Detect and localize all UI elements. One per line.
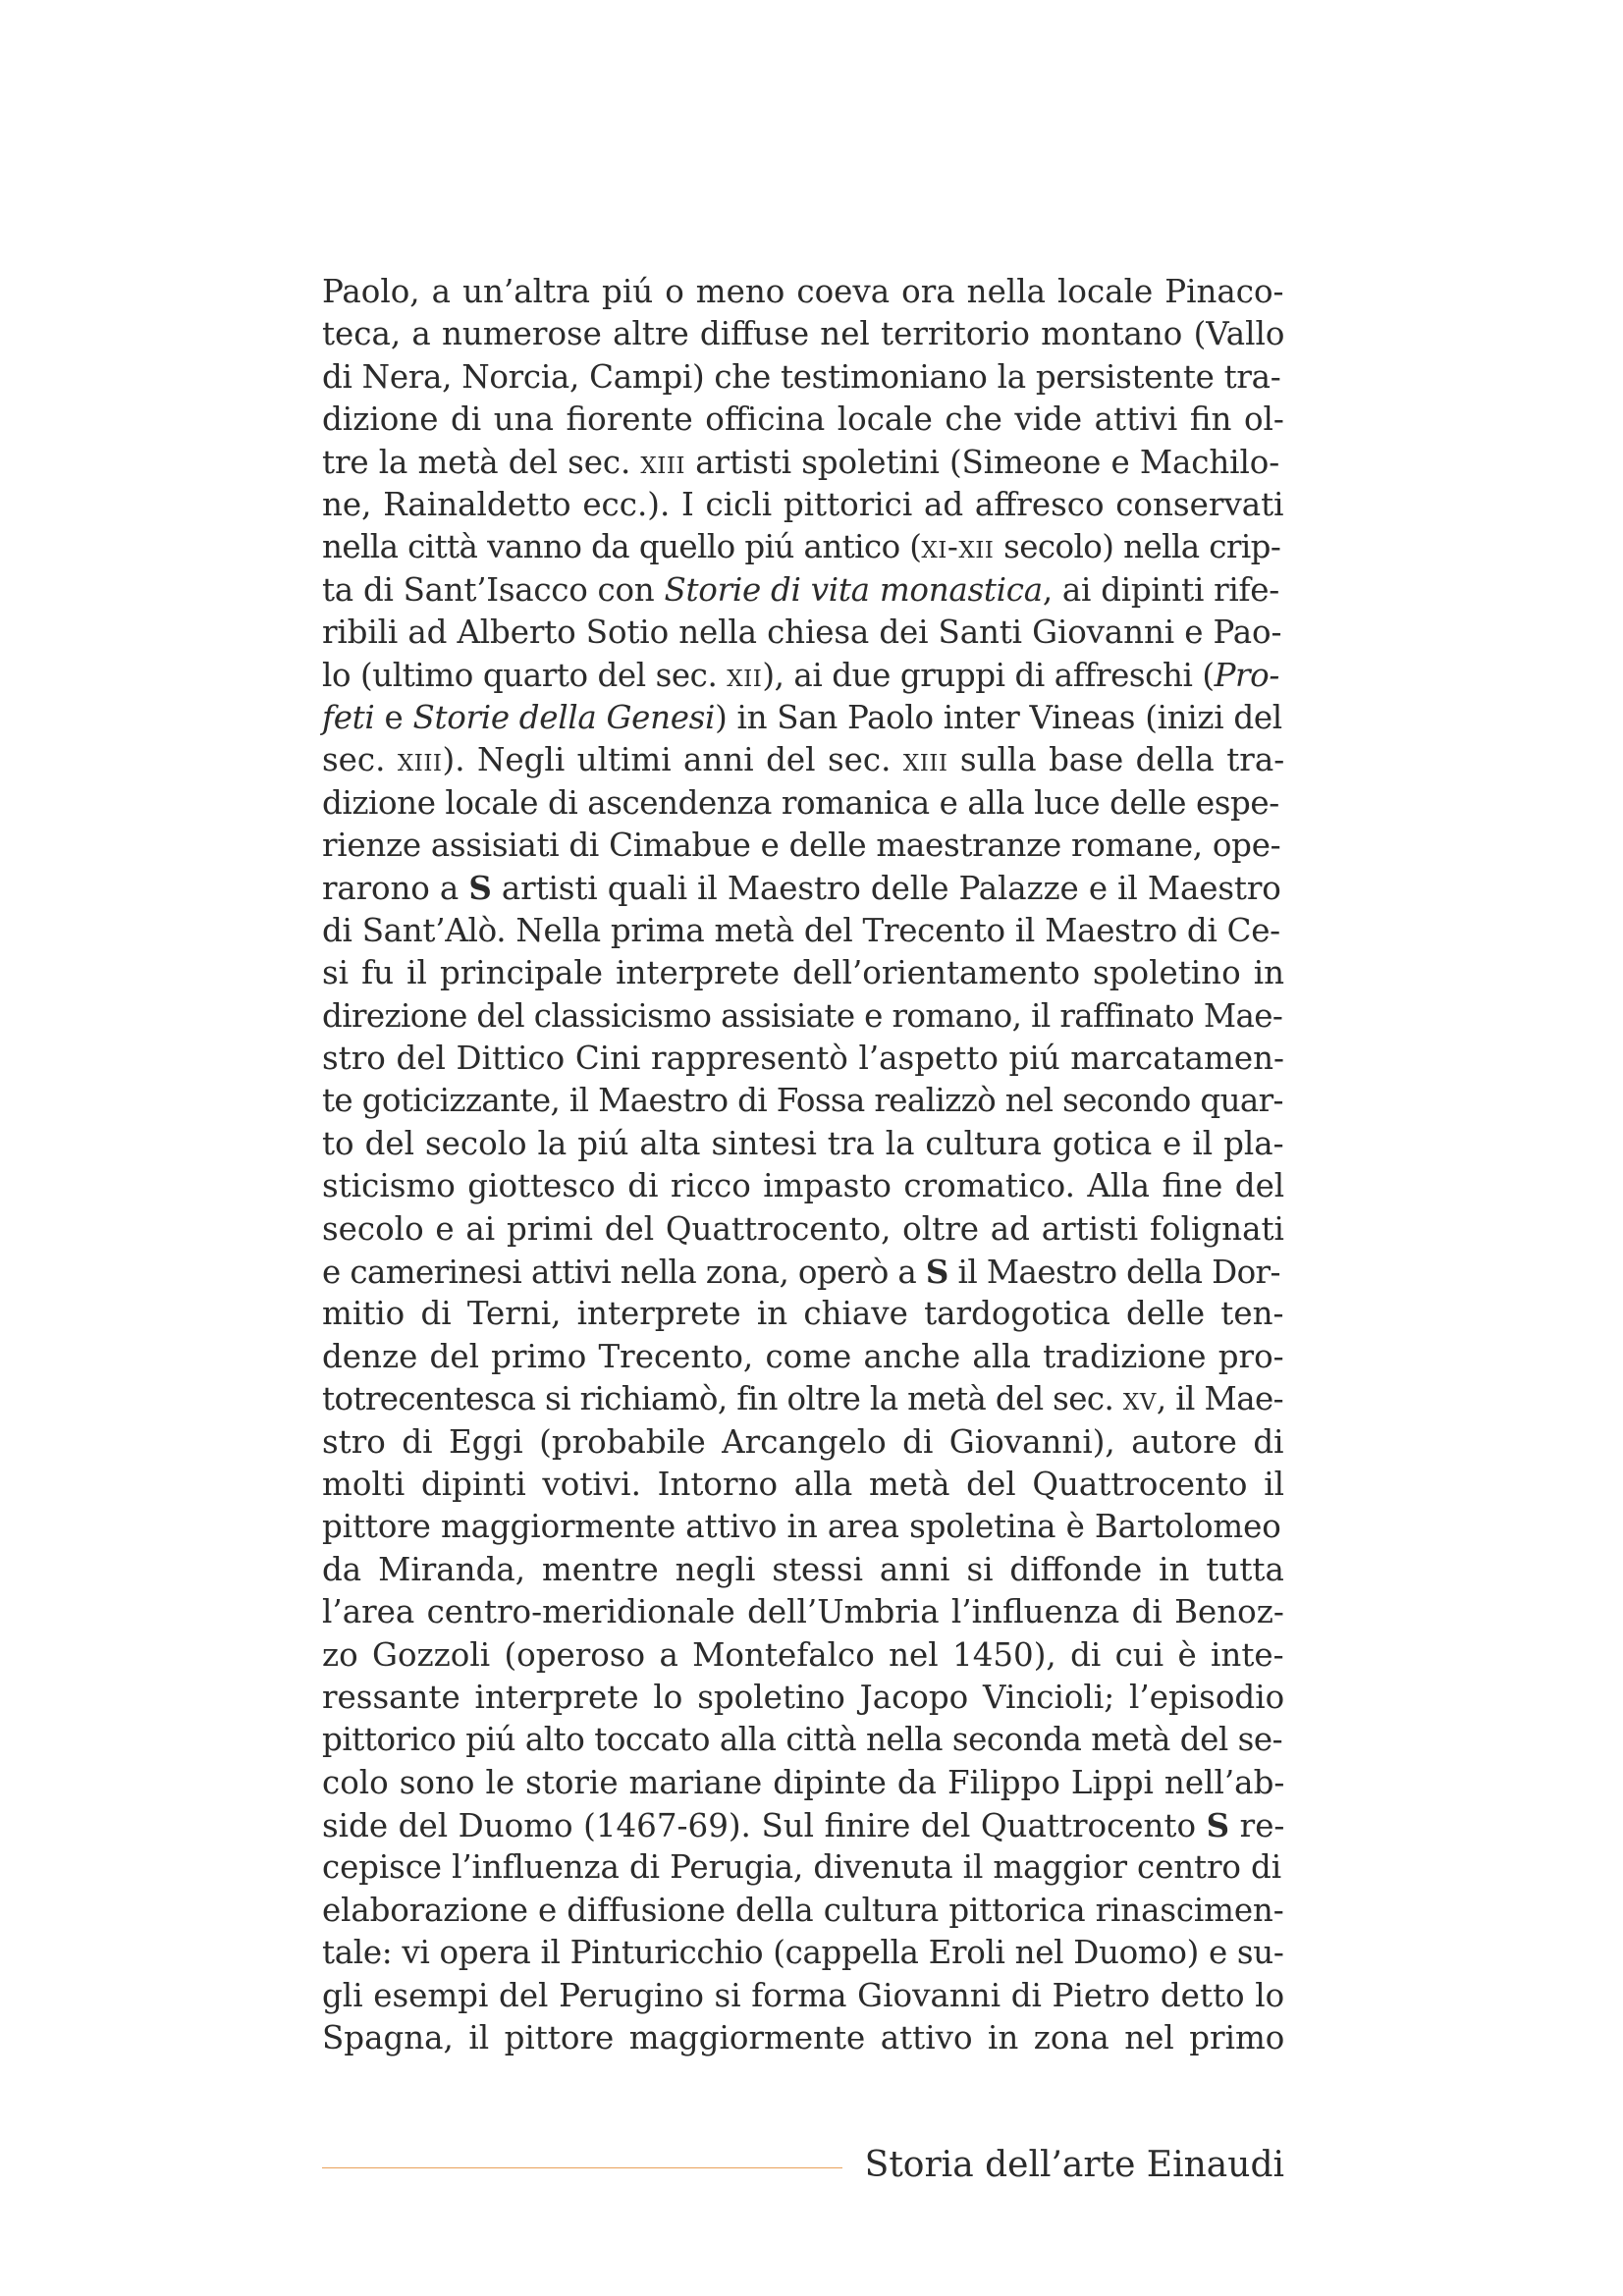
city-abbreviation: S	[468, 869, 492, 908]
text-line: colo sono le storie mariane dipinte da Filippo Lippi nell’ab-	[322, 1763, 1285, 1801]
text-run: ), di cui è inte-	[1033, 1635, 1284, 1674]
text-line: l’area centro-meridionale dell’Umbria l’influenza di Benoz-	[322, 1593, 1284, 1631]
text-run: ) in San Paolo inter Vineas (inizi del	[715, 698, 1282, 736]
text-run: ), ai due gruppi di affreschi (	[762, 656, 1215, 694]
text-line: gli esempi del Perugino si forma Giovanni di Pietro detto lo	[322, 1976, 1285, 2014]
text-line: tale: vi opera il Pinturicchio (cappella Eroli nel Duomo) e su-	[322, 1934, 1284, 1972]
text-line: stro di Eggi (probabile Arcangelo di Giovanni), autore di	[322, 1422, 1284, 1461]
city-abbreviation: S	[1206, 1806, 1230, 1845]
artwork-title: feti	[322, 698, 375, 736]
text-line	[322, 655, 1284, 697]
text-line	[322, 739, 1284, 781]
text-line: da Miranda, mentre negli stessi anni si diffonde in tutta	[322, 1550, 1284, 1588]
text-line: direzione del classicismo assisiate e romano, il raffinato Mae-	[322, 996, 1283, 1035]
text-line: elaborazione e diffusione della cultura pittorica rinascimen-	[322, 1891, 1284, 1929]
text-run: rarono a	[322, 870, 469, 908]
text-run: ). Sul finire del Quattrocento	[728, 1807, 1207, 1845]
text-line: Paolo, a un’altra piú o meno coeva ora nella locale Pinaco-	[322, 273, 1284, 310]
text-line: di Nera, Norcia, Campi) che testimoniano la persistente tra-	[322, 357, 1281, 396]
text-line: to del secolo la piú alta sintesi tra la cultura gotica e il pla-	[322, 1124, 1284, 1162]
text-run: lo (ultimo quarto del sec.	[322, 656, 728, 694]
artwork-title: Pro-	[1214, 656, 1279, 694]
text-run: e	[374, 698, 413, 736]
century-numeral: xi-xii	[921, 528, 995, 566]
text-run: side del Duomo (	[322, 1807, 596, 1845]
text-run: sulla base della tra-	[947, 741, 1285, 779]
text-line: ribili ad Alberto Sotio nella chiesa dei Santi Giovanni e Pao-	[322, 614, 1282, 652]
text-run: , ai dipinti rife-	[1042, 570, 1279, 609]
text-line: mitio di Terni, interprete in chiave tardogotica delle ten-	[322, 1295, 1284, 1333]
text-run: ). Negli ultimi anni del sec.	[442, 741, 903, 779]
text-line: cepisce l’influenza di Perugia, divenuta il maggior centro di	[322, 1848, 1281, 1887]
text-run: e camerinesi attivi nella zona, operò a	[322, 1253, 926, 1291]
text-run: artisti spoletini (Simeone e Machilo-	[685, 443, 1280, 481]
footer-book-title: Storia dell’arte Einaudi	[864, 2145, 1284, 2185]
text-run: secolo) nella crip-	[994, 528, 1281, 566]
text-line: teca, a numerose altre diffuse nel territorio montano (Vallo	[322, 315, 1285, 353]
year-number: 1450	[952, 1635, 1034, 1674]
text-line: sticismo giottesco di ricco impasto cromatico. Alla fine del	[322, 1167, 1285, 1205]
text-line: denze del primo Trecento, come anche alla tradizione pro-	[322, 1337, 1284, 1375]
text-line: dizione di una fiorente officina locale che vide attivi fin ol-	[322, 400, 1284, 439]
text-line: rienze assisiati di Cimabue e delle maestranze romane, ope-	[322, 827, 1281, 865]
text-line	[322, 569, 1284, 612]
text-line	[322, 442, 1284, 484]
text-line	[322, 867, 1284, 909]
text-run: sec.	[322, 741, 398, 779]
text-run: re-	[1229, 1807, 1285, 1845]
century-numeral: xiii	[397, 741, 443, 779]
text-run: zo Gozzoli (operoso a Montefalco nel	[322, 1635, 953, 1674]
text-line	[322, 1634, 1284, 1677]
text-run: il Maestro della Dor-	[947, 1253, 1280, 1291]
text-line: secolo e ai primi del Quattrocento, oltre ad artisti folignati	[322, 1209, 1284, 1248]
text-run: tre la metà del sec.	[322, 443, 641, 481]
text-line: stro del Dittico Cini rappresentò l’aspetto piú marcatamen-	[322, 1040, 1285, 1078]
century-numeral: xii	[727, 656, 763, 694]
text-run: , il Mae-	[1156, 1380, 1283, 1418]
text-line: dizione locale di ascendenza romanica e alla luce delle espe-	[322, 783, 1279, 822]
text-run: ta di Sant’Isacco con	[322, 570, 665, 609]
text-line	[322, 1804, 1284, 1846]
text-line: molti dipinti votivi. Intorno alla metà del Quattrocento il	[322, 1465, 1284, 1503]
text-line	[322, 1251, 1284, 1293]
text-line: te goticizzante, il Maestro di Fossa realizzò nel secondo quar-	[322, 1082, 1283, 1120]
text-line: ressante interprete lo spoletino Jacopo Vincioli; l’episodio	[322, 1678, 1285, 1716]
text-run: totrecentesca si richiamò, fin oltre la metà del sec.	[322, 1380, 1123, 1418]
year-number: 1467-69	[595, 1807, 729, 1845]
text-line: pittore maggiormente attivo in area spoletina è Bartolomeo	[322, 1508, 1281, 1546]
century-numeral: xv	[1122, 1380, 1157, 1418]
text-line	[322, 697, 1284, 739]
text-run: nella città vanno da quello piú antico (	[322, 528, 922, 566]
century-numeral: xiii	[902, 741, 948, 779]
footer-rule	[322, 2167, 842, 2168]
body-text	[322, 271, 1284, 2059]
text-line: si fu il principale interprete dell’orientamento spoletino in	[322, 954, 1285, 992]
text-line: ne, Rainaldetto ecc.). I cicli pittorici ad affresco conservati	[322, 485, 1284, 523]
text-line	[322, 1378, 1284, 1420]
text-line	[322, 526, 1284, 568]
text-line: pittorico piú alto toccato alla città nella seconda metà del se-	[322, 1721, 1283, 1759]
text-run: artisti quali il Maestro delle Palazze e il Maestro	[491, 870, 1281, 908]
century-numeral: xiii	[640, 443, 686, 481]
artwork-title: Storie di vita monastica	[664, 570, 1043, 609]
city-abbreviation: S	[925, 1252, 948, 1291]
page-footer	[322, 2140, 1284, 2199]
text-line: di Sant’Alò. Nella prima metà del Trecento il Maestro di Ce-	[322, 911, 1280, 949]
text-line: Spagna, il pittore maggiormente attivo in zona nel primo	[322, 2019, 1285, 2057]
artwork-title: Storie della Genesi	[412, 698, 716, 736]
